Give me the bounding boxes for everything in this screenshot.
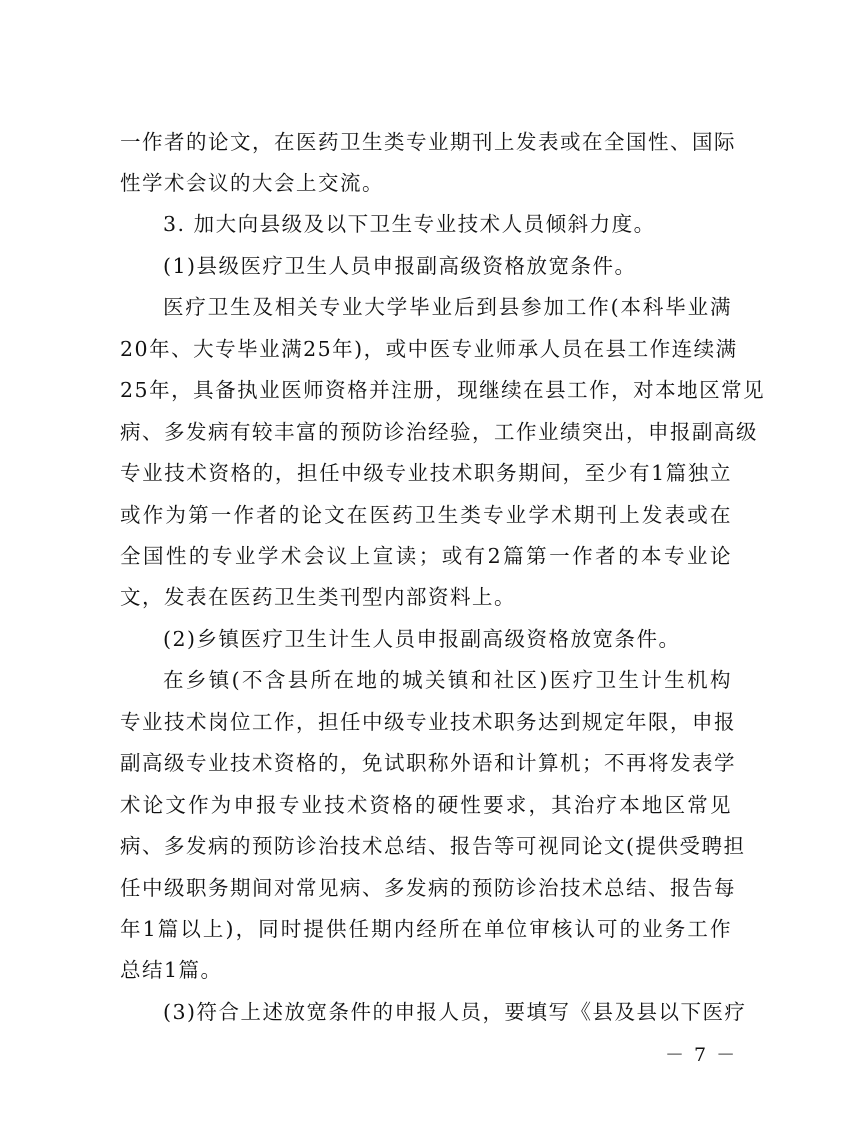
text-line: 全国性的专业学术会议上宣读；或有2篇第一作者的本专业论	[120, 544, 732, 568]
text-line: 病、多发病有较丰富的预防诊治经验，工作业绩突出，申报副高级	[120, 420, 758, 444]
text-line: 文，发表在医药卫生类刊型内部资料上。	[120, 585, 516, 609]
text-line: (2)乡镇医疗卫生计生人员申报副高级资格放宽条件。	[163, 627, 681, 651]
text-line: 术论文作为申报专业技术资格的硬性要求，其治疗本地区常见	[120, 793, 732, 817]
text-line: 一作者的论文，在医药卫生类专业期刊上发表或在全国性、国际	[120, 130, 736, 154]
text-line: 20年、大专毕业满25年)，或中医专业师承人员在县工作连续满	[120, 337, 738, 361]
text-line: 25年，具备执业医师资格并注册，现继续在县工作，对本地区常见	[120, 378, 766, 402]
text-line: 年1篇以上)，同时提供任期内经所在单位审核认可的业务工作	[120, 917, 732, 941]
page-number: － 7 －	[665, 1044, 738, 1066]
text-line: 在乡镇(不含县所在地的城关镇和社区)医疗卫生计生机构	[163, 668, 732, 692]
text-line: 总结1篇。	[120, 958, 223, 982]
text-line: (1)县级医疗卫生人员申报副高级资格放宽条件。	[163, 254, 637, 278]
text-line: 3. 加大向县级及以下卫生专业技术人员倾斜力度。	[163, 212, 656, 236]
text-line: 任中级职务期间对常见病、多发病的预防诊治技术总结、报告每	[120, 876, 736, 900]
text-line: 性学术会议的大会上交流。	[120, 171, 384, 195]
text-line: 专业技术岗位工作，担任中级专业技术职务达到规定年限，申报	[120, 710, 736, 734]
text-line: 病、多发病的预防诊治技术总结、报告等可视同论文(提供受聘担	[120, 834, 746, 858]
text-line: 医疗卫生及相关专业大学毕业后到县参加工作(本科毕业满	[163, 295, 732, 319]
text-line: (3)符合上述放宽条件的申报人员，要填写《县及县以下医疗	[163, 1000, 747, 1024]
text-line: 副高级专业技术资格的，免试职称外语和计算机；不再将发表学	[120, 751, 736, 775]
text-line: 或作为第一作者的论文在医药卫生类专业学术期刊上发表或在	[120, 503, 732, 527]
text-line: 专业技术资格的，担任中级专业技术职务期间，至少有1篇独立	[120, 461, 732, 485]
